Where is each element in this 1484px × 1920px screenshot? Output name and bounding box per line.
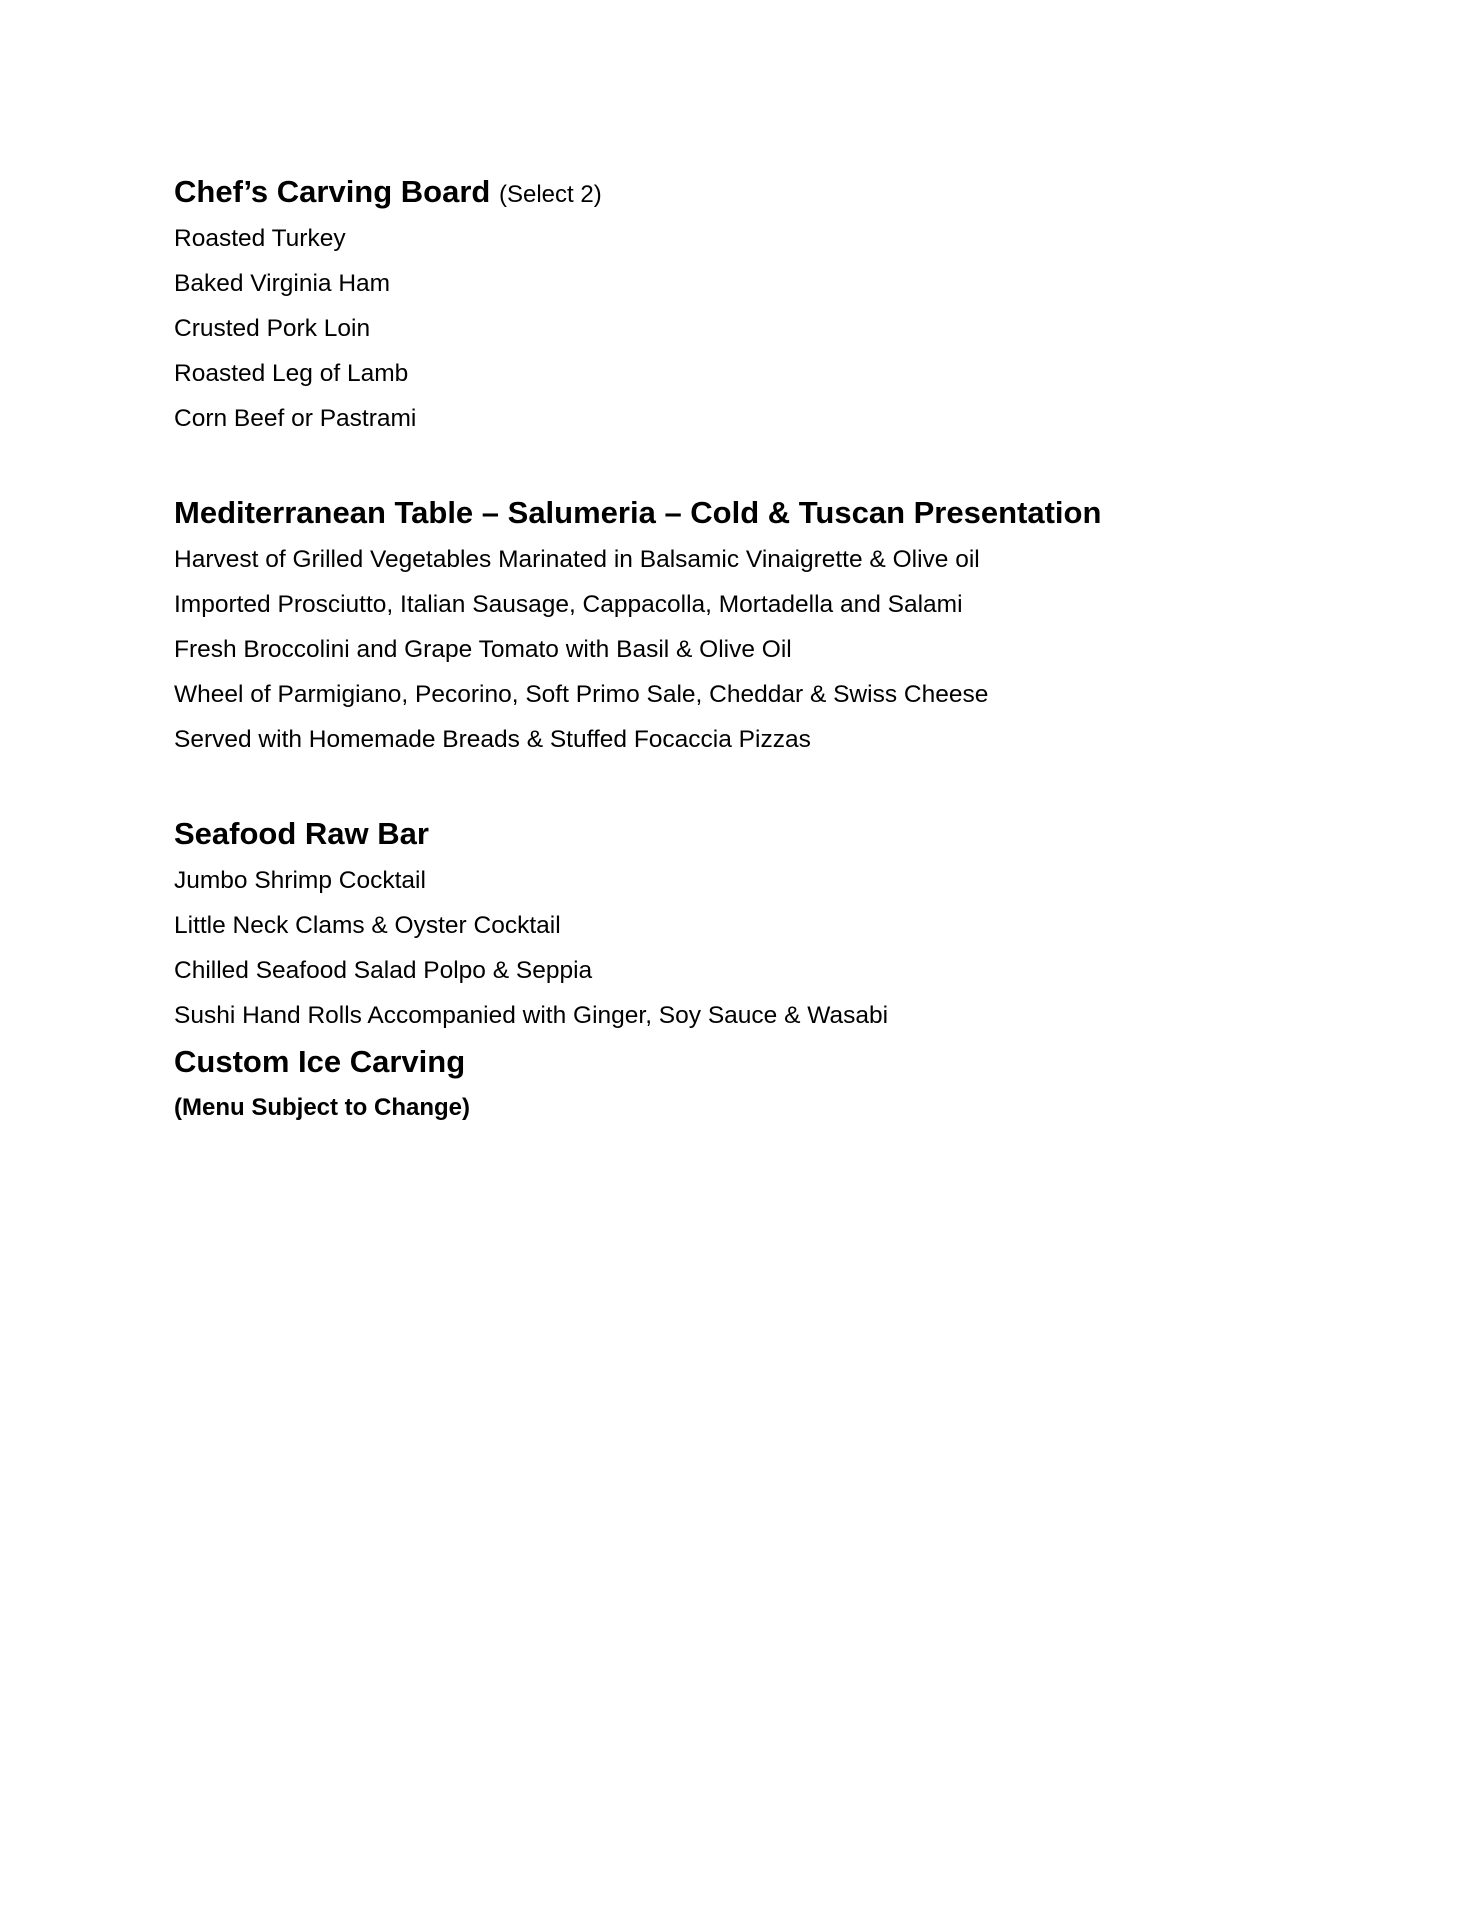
section-title: [174, 493, 1324, 533]
section-mediterranean-table: [174, 493, 1324, 762]
ice-carving-title: Custom Ice Carving: [174, 1044, 466, 1079]
menu-item: Jumbo Shrimp Cocktail: [174, 867, 426, 894]
menu-item: Corn Beef or Pastrami: [174, 405, 417, 432]
menu-page: [174, 172, 1324, 1128]
menu-item: Roasted Turkey: [174, 225, 346, 252]
menu-item: Harvest of Grilled Vegetables Marinated in Balsamic Vinaigrette & Olive oil: [174, 546, 980, 573]
seafood-title: Seafood Raw Bar: [174, 816, 429, 851]
section-title: [174, 1042, 1324, 1082]
menu-item: Imported Prosciutto, Italian Sausage, Cappacolla, Mortadella and Salami: [174, 591, 963, 618]
menu-item: Chilled Seafood Salad Polpo & Seppia: [174, 957, 593, 984]
menu-item: Wheel of Parmigiano, Pecorino, Soft Primo Sale, Cheddar & Swiss Cheese: [174, 681, 989, 708]
selection-note: (Select 2): [498, 181, 602, 208]
menu-item: Roasted Leg of Lamb: [174, 360, 409, 387]
menu-item-list: [174, 216, 1324, 441]
carving-board-title: Chef’s Carving Board: [174, 174, 491, 209]
section-seafood-raw-bar: [174, 814, 1324, 1038]
menu-disclaimer: (Menu Subject to Change): [174, 1094, 470, 1121]
menu-item: Baked Virginia Ham: [174, 270, 391, 297]
section-title: [174, 814, 1324, 854]
menu-item-list: [174, 858, 1324, 1038]
menu-item: Sushi Hand Rolls Accompanied with Ginger, Soy Sauce & Wasabi: [174, 1002, 889, 1029]
menu-item: Served with Homemade Breads & Stuffed Focaccia Pizzas: [174, 726, 811, 753]
section-custom-ice-carving: [174, 1042, 1324, 1082]
section-title: [174, 172, 1324, 212]
section-carving-board: [174, 172, 1324, 441]
menu-item: Crusted Pork Loin: [174, 315, 371, 342]
menu-item: Little Neck Clams & Oyster Cocktail: [174, 912, 561, 939]
menu-item: Fresh Broccolini and Grape Tomato with Basil & Olive Oil: [174, 636, 792, 663]
mediterranean-title: Mediterranean Table – Salumeria – Cold & Tuscan Presentation: [174, 495, 1102, 530]
menu-item-list: [174, 537, 1324, 762]
